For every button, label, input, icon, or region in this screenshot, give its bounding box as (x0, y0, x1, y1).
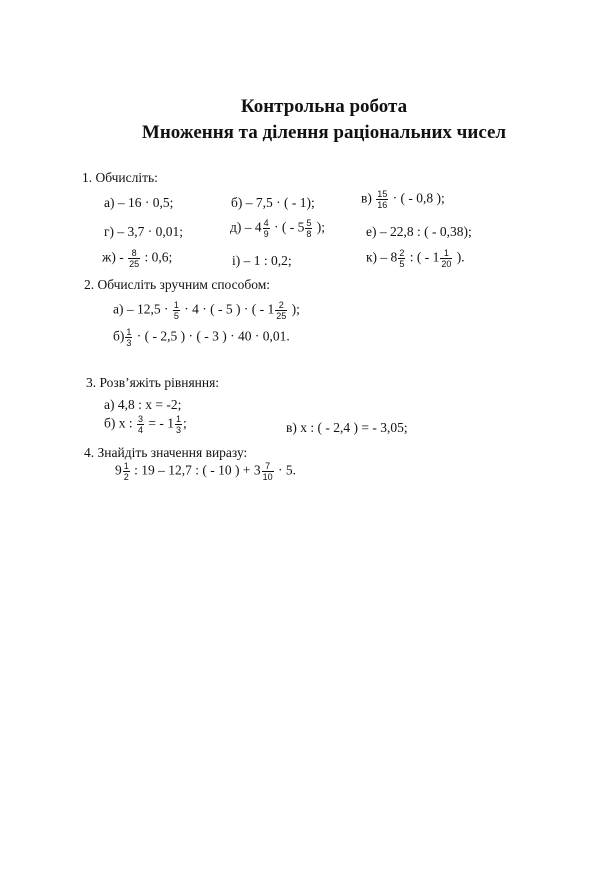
task1-b: б) – 7,5 · ( - 1); (231, 195, 315, 210)
task1-v-fraction (376, 189, 388, 210)
page-title: Контрольна робота (240, 96, 408, 117)
task4-post: · 5. (278, 462, 297, 478)
task3-v: в) х : ( - 2,4 ) = - 3,05; (286, 420, 408, 435)
task1-k-fraction-2 (440, 248, 452, 269)
task2-b (113, 327, 290, 348)
task1-a: а) – 16 · 0,5; (104, 195, 174, 210)
numerator: 2 (399, 248, 405, 258)
task1-d-pre: д) – 4 (230, 219, 262, 235)
task2-a-mid: · 4 · ( - 5 ) · ( - 1 (184, 301, 275, 317)
numerator: 5 (306, 218, 312, 228)
task1-k (366, 248, 465, 269)
denominator: 25 (129, 259, 140, 269)
numerator: 1 (126, 327, 132, 337)
task4-pre: 9 (115, 462, 122, 478)
task2-a (113, 300, 300, 321)
task1-d-post: ); (316, 219, 326, 235)
task1-k-fraction-1 (398, 248, 405, 269)
task2-a-fraction-1 (173, 300, 180, 321)
task2-a-fraction-2 (275, 300, 287, 321)
numerator: 1 (440, 248, 452, 259)
denominator: 5 (399, 259, 405, 269)
task3-heading: 3. Розв’яжіть рівняння: (86, 375, 220, 390)
page-subtitle: Множення та ділення раціональних чисел (141, 122, 507, 143)
numerator: 3 (138, 414, 144, 424)
task4-fraction-1 (123, 461, 130, 482)
numerator: 8 (128, 248, 140, 259)
task1-k-pre: к) – 8 (366, 249, 398, 265)
task1-heading: 1. Обчисліть: (82, 170, 158, 185)
numerator: 15 (377, 189, 388, 199)
denominator: 9 (263, 229, 269, 239)
task1-d (230, 218, 325, 239)
denominator: 8 (306, 229, 312, 239)
numerator: 1 (176, 414, 182, 424)
task3-b-mid: = - 1 (148, 415, 174, 431)
task1-e: е) – 22,8 : ( - 0,38); (366, 224, 472, 239)
denominator: 16 (377, 200, 388, 210)
denominator: 25 (276, 311, 287, 321)
numerator: 2 (275, 300, 287, 311)
task3-b-post: ; (183, 415, 187, 431)
task3-b (104, 414, 187, 435)
task1-zh-post: : 0,6; (144, 249, 173, 265)
denominator: 3 (126, 338, 132, 348)
task1-k-mid: : ( - 1 (409, 249, 440, 265)
task4-mid: : 19 – 12,7 : ( - 10 ) + 3 (134, 462, 261, 478)
task2-b-fraction (125, 327, 132, 348)
task3-b-fraction-2 (175, 414, 182, 435)
task1-v (361, 189, 445, 210)
task2-heading: 2. Обчисліть зручним способом: (84, 277, 271, 292)
task3-b-fraction-1 (137, 414, 144, 435)
task1-zh-fraction (128, 248, 140, 269)
task1-d-fraction-2 (305, 218, 312, 239)
task4-fraction-2 (262, 461, 274, 482)
numerator: 4 (263, 218, 269, 228)
task4-expression (115, 461, 296, 482)
task2-b-pre: б) (113, 328, 125, 344)
numerator: 1 (173, 300, 179, 310)
task1-g: г) – 3,7 · 0,01; (104, 224, 184, 239)
task1-v-rest: · ( - 0,8 ); (392, 190, 445, 206)
task1-v-label: в) (361, 190, 372, 206)
numerator: 7 (262, 461, 274, 472)
task2-a-post: ); (291, 301, 300, 317)
denominator: 5 (173, 311, 179, 321)
denominator: 4 (138, 425, 144, 435)
task2-b-post: · ( - 2,5 ) · ( - 3 ) · 40 · 0,01. (136, 328, 290, 344)
task3-b-pre: б) х : (104, 415, 133, 431)
task1-i: і) – 1 : 0,2; (232, 253, 292, 268)
task3-a: а) 4,8 : х = -2; (104, 397, 182, 412)
task4-heading: 4. Знайдіть значення виразу: (84, 445, 248, 460)
denominator: 10 (262, 472, 273, 482)
task1-zh (102, 248, 172, 269)
task1-zh-pre: ж) - (102, 249, 124, 265)
denominator: 3 (176, 425, 182, 435)
task2-a-pre: а) – 12,5 · (113, 301, 169, 317)
denominator: 2 (123, 472, 129, 482)
numerator: 1 (123, 461, 129, 471)
task1-d-mid: · ( - 5 (274, 219, 305, 235)
task1-k-post: ). (456, 249, 465, 265)
denominator: 20 (441, 259, 452, 269)
task1-d-fraction-1 (263, 218, 270, 239)
